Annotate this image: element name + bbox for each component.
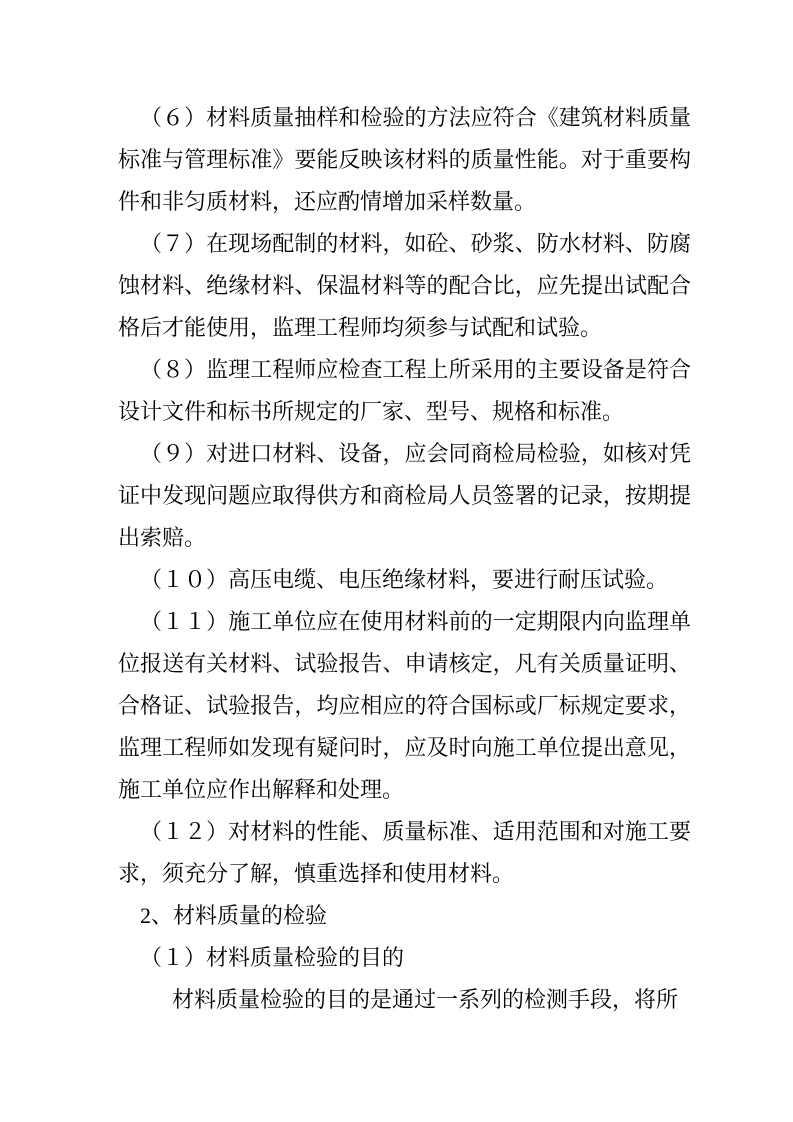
section-heading: 2、材料质量的检验 [140, 903, 328, 928]
paragraph-item-10: （１０）高压电缆、电压绝缘材料，要进行耐压试验。 [140, 567, 669, 592]
paragraph-item-11: （１１）施工单位应在使用材料前的一定期限内向监理单位报送有关材料、试验报告、申请核定，凡有关质量证明、合格证、试验报告，均应相应的符合国标或厂标规定要求，监理工程师如发现有疑问时，应及时向施工单位提出意见，施工单位应作出解释和处理。 [118, 609, 691, 802]
subsection-heading: （１）材料质量检验的目的 [140, 945, 405, 970]
paragraph-purpose-intro: 材料质量检验的目的是通过一系列的检测手段，将所 [172, 987, 679, 1012]
paragraph-item-8: （８）监理工程师应检查工程上所采用的主要设备是符合设计文件和标书所规定的厂家、型号、规格和标准。 [118, 357, 691, 424]
paragraph-item-9: （９）对进口材料、设备，应会同商检局检验，如核对凭证中发现问题应取得供方和商检局人员签署的记录，按期提出索赔。 [118, 441, 691, 550]
paragraph-item-12: （１２）对材料的性能、质量标准、适用范围和对施工要求，须充分了解，慎重选择和使用材料。 [118, 819, 691, 886]
paragraph-item-6: （６）材料质量抽样和检验的方法应符合《建筑材料质量标准与管理标准》要能反映该材料的质量性能。对于重要构件和非匀质材料，还应酌情增加采样数量。 [118, 105, 691, 214]
paragraph-item-7: （７）在现场配制的材料，如砼、砂浆、防水材料、防腐蚀材料、绝缘材料、保温材料等的配合比，应先提出试配合格后才能使用，监理工程师均须参与试配和试验。 [118, 231, 691, 340]
